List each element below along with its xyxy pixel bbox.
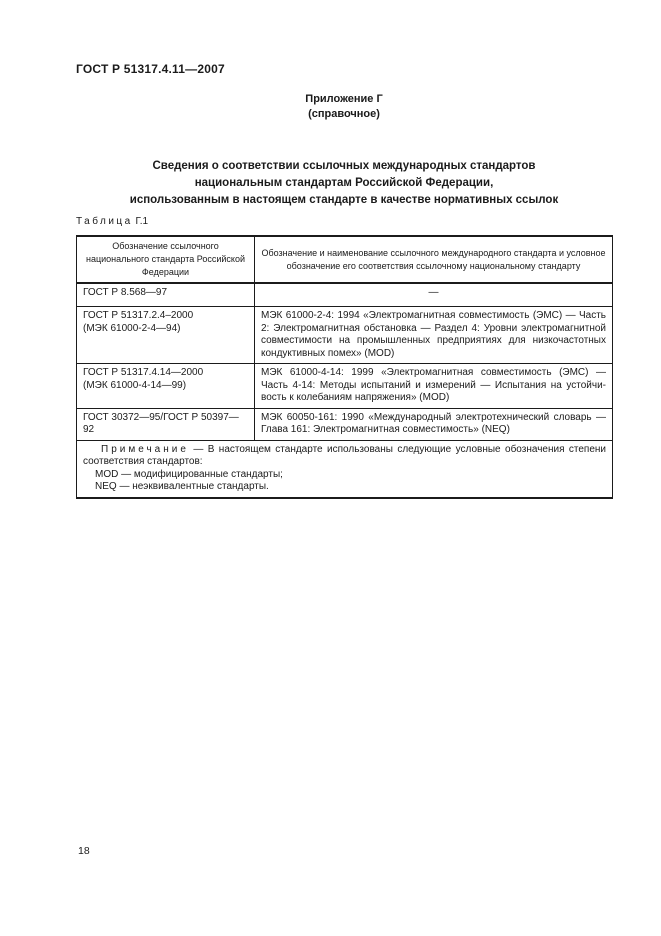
column-header-international: Обозначение и наименование ссылочного международного стандарта и условное обозначение его соответствия ссылочному национальному стандарту: [255, 236, 613, 283]
table-row: [77, 307, 613, 364]
correspondence-table: [76, 235, 613, 499]
national-designation: ГОСТ Р 51317.4.14—2000: [83, 367, 204, 378]
page-title: [76, 158, 612, 209]
column-header-national: Обозначение ссылочного национального стандарта Российской Федерации: [77, 236, 255, 283]
national-designation: ГОСТ 30372—95/ГОСТ Р 50397—92: [83, 411, 239, 435]
table-row: [77, 283, 613, 307]
note-item-neq: NEQ — неэквивалентные стандарты.: [95, 481, 269, 492]
note-paragraph: [83, 444, 606, 469]
cell-international: —: [255, 283, 613, 307]
title-line: Сведения о соответствии ссылочных международных стандартов: [152, 160, 536, 172]
cell-international: МЭК 61000-4-14: 1999 «Электромагнитная совместимость (ЭМС) — Часть 4-14: Методы испытаний и измерений — Испытания на устойчивость к колебаниям напряжения» (MOD): [255, 364, 613, 409]
page-number: 18: [78, 845, 90, 857]
table-row: [77, 408, 613, 440]
appendix-kind: (справочное): [308, 108, 380, 120]
national-iec-designation: (МЭК 61000-2-4—94): [83, 322, 181, 334]
cell-national: [77, 307, 255, 364]
table-note-row: [77, 440, 613, 498]
note-label: Примечание: [101, 443, 189, 455]
table-caption-number: Г.1: [135, 216, 149, 227]
table-row: [77, 364, 613, 409]
appendix-label: Приложение Г: [305, 93, 383, 105]
note-item-mod: MOD — модифицированные стандарты;: [95, 468, 283, 480]
appendix-block: [76, 92, 612, 122]
national-designation: ГОСТ Р 51317.2.4–2000: [83, 310, 194, 321]
title-line: использованным в настоящем стандарте в качестве нормативных ссылок: [129, 194, 559, 206]
doc-number: ГОСТ Р 51317.4.11—2007: [76, 62, 225, 76]
cell-national: [77, 408, 255, 440]
table-note: [77, 440, 613, 498]
table-header-row: [77, 236, 613, 283]
title-line: национальным стандартам Российской Федерации,: [194, 177, 494, 189]
cell-national: [77, 283, 255, 307]
national-designation: ГОСТ Р 8.568—97: [83, 287, 168, 298]
cell-international: МЭК 61000-2-4: 1994 «Электромагнитная совместимость (ЭМС) — Часть 2: Электромагнитная обстановка — Раздел 4: Уровни электромагнитной совместимости на промышленных предприятиях для низкочастотных кондуктивных помех» (MOD): [255, 307, 613, 364]
cell-national: [77, 364, 255, 409]
table-caption-word: Таблица: [76, 216, 133, 227]
national-iec-designation: (МЭК 61000-4-14—99): [83, 379, 187, 391]
page-content: [76, 62, 612, 499]
table-caption: [76, 215, 612, 228]
cell-international: МЭК 60050-161: 1990 «Международный электротехнический словарь — Глава 161: Электромагнитная совместимость» (NEQ): [255, 408, 613, 440]
note-text: — В настоящем стандарте использованы следующие условные обозначения степени соответствия стандартов:: [83, 443, 607, 467]
